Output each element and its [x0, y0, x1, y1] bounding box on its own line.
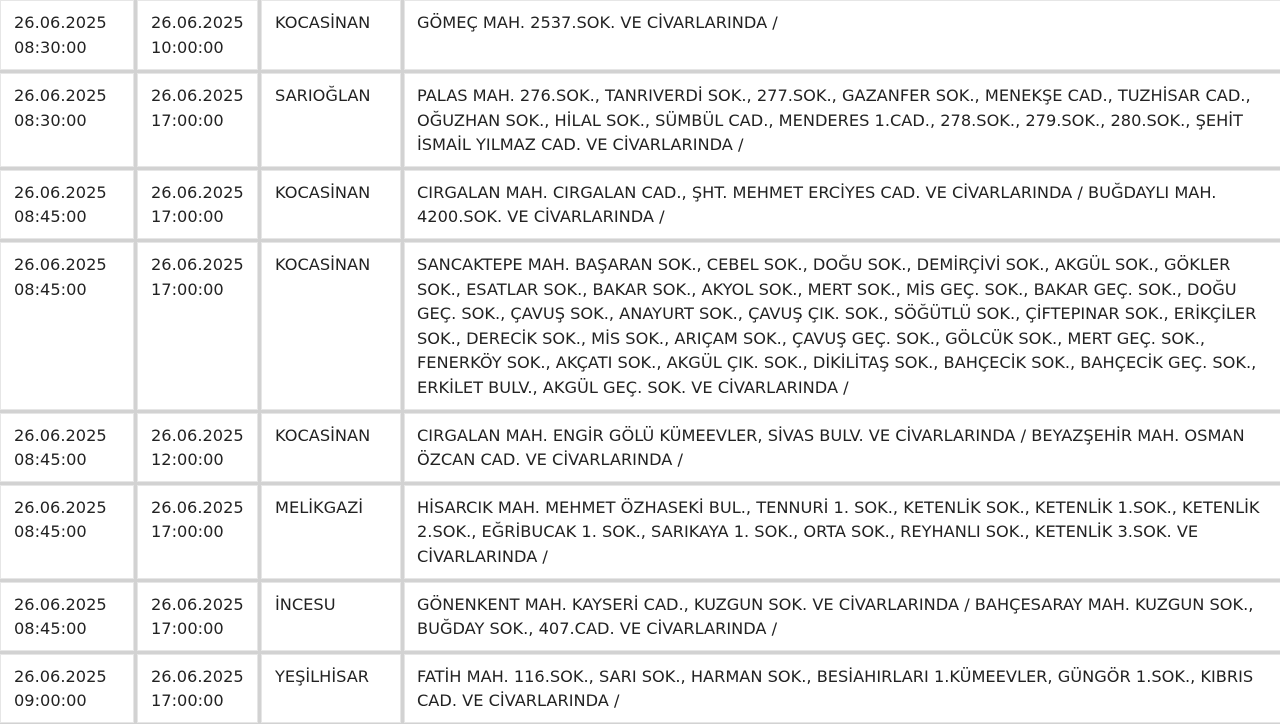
start-datetime-cell: [0, 582, 134, 651]
address-cell: CIRGALAN MAH. ENGİR GÖLÜ KÜMEEVLER, SİVAS BULV. VE CİVARLARINDA / BEYAZŞEHİR MAH. OSMAN ÖZCAN CAD. VE CİVARLARINDA /: [404, 413, 1280, 482]
end-date: 26.06.2025: [151, 666, 244, 686]
address-cell: GÖMEÇ MAH. 2537.SOK. VE CİVARLARINDA /: [404, 0, 1280, 70]
start-datetime-cell: [0, 0, 134, 70]
table-row: [0, 413, 1280, 482]
end-time: 17:00:00: [151, 279, 224, 299]
end-date: 26.06.2025: [151, 182, 244, 202]
location-cell: YEŞİLHİSAR: [261, 654, 401, 723]
start-date: 26.06.2025: [14, 594, 107, 614]
start-time: 08:45:00: [14, 207, 87, 227]
end-time: 17:00:00: [151, 110, 224, 130]
start-time: 08:30:00: [14, 110, 87, 130]
end-datetime-cell: [137, 413, 258, 482]
table-row: [0, 485, 1280, 579]
start-datetime-cell: [0, 170, 134, 239]
table-row: [0, 73, 1280, 167]
start-time: 08:45:00: [14, 279, 87, 299]
end-datetime-cell: [137, 242, 258, 410]
table-row: [0, 654, 1280, 723]
end-datetime-cell: [137, 0, 258, 70]
start-datetime-cell: [0, 242, 134, 410]
address-cell: HİSARCIK MAH. MEHMET ÖZHASEKİ BUL., TENNURİ 1. SOK., KETENLİK SOK., KETENLİK 1.SOK., KETENLİK 2.SOK., EĞRİBUCAK 1. SOK., SARIKAYA 1. SOK., ORTA SOK., REYHANLI SOK., KETENLİK 3.SOK. VE CİVARLARINDA /: [404, 485, 1280, 579]
start-date: 26.06.2025: [14, 182, 107, 202]
address-cell: FATİH MAH. 116.SOK., SARI SOK., HARMAN SOK., BESİAHIRLARI 1.KÜMEEVLER, GÜNGÖR 1.SOK., KIBRIS CAD. VE CİVARLARINDA /: [404, 654, 1280, 723]
address-cell: CIRGALAN MAH. CIRGALAN CAD., ŞHT. MEHMET ERCİYES CAD. VE CİVARLARINDA / BUĞDAYLI MAH. 4200.SOK. VE CİVARLARINDA /: [404, 170, 1280, 239]
end-datetime-cell: [137, 654, 258, 723]
start-datetime-cell: [0, 73, 134, 167]
start-date: 26.06.2025: [14, 86, 107, 105]
end-datetime-cell: [137, 73, 258, 167]
address-cell: SANCAKTEPE MAH. BAŞARAN SOK., CEBEL SOK., DOĞU SOK., DEMİRÇİVİ SOK., AKGÜL SOK., GÖKLER SOK., ESATLAR SOK., BAKAR SOK., AKYOL SOK., MERT SOK., MİS GEÇ. SOK., BAKAR GEÇ. SOK., DOĞU GEÇ. SOK., ÇAVUŞ SOK., ANAYURT SOK., ÇAVUŞ ÇIK. SOK., SÖĞÜTLÜ SOK., ÇİFTEPINAR SOK., ERİKÇİLER SOK., DERECİK SOK., MİS SOK., ARIÇAM SOK., ÇAVUŞ GEÇ. SOK., GÖLCÜK SOK., MERT GEÇ. SOK., FENERKÖY SOK., AKÇATI SOK., AKGÜL ÇIK. SOK., DİKİLİTAŞ SOK., BAHÇECİK SOK., BAHÇECİK GEÇ. SOK., ERKİLET BULV., AKGÜL GEÇ. SOK. VE CİVARLARINDA /: [404, 242, 1280, 410]
start-datetime-cell: [0, 413, 134, 482]
end-time: 17:00:00: [151, 207, 224, 227]
end-time: 12:00:00: [151, 450, 224, 470]
start-datetime-cell: [0, 485, 134, 579]
location-cell: KOCASİNAN: [261, 0, 401, 70]
end-date: 26.06.2025: [151, 497, 244, 517]
start-date: 26.06.2025: [14, 13, 107, 32]
end-time: 10:00:00: [151, 37, 224, 57]
start-time: 08:45:00: [14, 450, 87, 470]
start-date: 26.06.2025: [14, 497, 107, 517]
start-time: 08:30:00: [14, 37, 87, 57]
end-datetime-cell: [137, 170, 258, 239]
start-time: 08:45:00: [14, 522, 87, 542]
table-row: [0, 0, 1280, 70]
address-cell: GÖNENKENT MAH. KAYSERİ CAD., KUZGUN SOK. VE CİVARLARINDA / BAHÇESARAY MAH. KUZGUN SOK., BUĞDAY SOK., 407.CAD. VE CİVARLARINDA /: [404, 582, 1280, 651]
end-date: 26.06.2025: [151, 594, 244, 614]
end-date: 26.06.2025: [151, 425, 244, 445]
location-cell: KOCASİNAN: [261, 170, 401, 239]
location-cell: SARIOĞLAN: [261, 73, 401, 167]
end-datetime-cell: [137, 485, 258, 579]
start-date: 26.06.2025: [14, 666, 107, 686]
location-cell: KOCASİNAN: [261, 413, 401, 482]
end-date: 26.06.2025: [151, 86, 244, 105]
address-cell: PALAS MAH. 276.SOK., TANRIVERDİ SOK., 277.SOK., GAZANFER SOK., MENEKŞE CAD., TUZHİSAR CAD., OĞUZHAN SOK., HİLAL SOK., SÜMBÜL CAD., MENDERES 1.CAD., 278.SOK., 279.SOK., 280.SOK., ŞEHİT İSMAİL YILMAZ CAD. VE CİVARLARINDA /: [404, 73, 1280, 167]
end-time: 17:00:00: [151, 619, 224, 639]
table-row: [0, 582, 1280, 651]
location-cell: KOCASİNAN: [261, 242, 401, 410]
end-time: 17:00:00: [151, 691, 224, 711]
table-row: [0, 242, 1280, 410]
start-date: 26.06.2025: [14, 425, 107, 445]
start-datetime-cell: [0, 654, 134, 723]
location-cell: İNCESU: [261, 582, 401, 651]
location-cell: MELİKGAZİ: [261, 485, 401, 579]
start-time: 09:00:00: [14, 691, 87, 711]
end-time: 17:00:00: [151, 522, 224, 542]
end-datetime-cell: [137, 582, 258, 651]
end-date: 26.06.2025: [151, 13, 244, 32]
start-date: 26.06.2025: [14, 254, 107, 274]
start-time: 08:45:00: [14, 619, 87, 639]
end-date: 26.06.2025: [151, 254, 244, 274]
table-row: [0, 170, 1280, 239]
